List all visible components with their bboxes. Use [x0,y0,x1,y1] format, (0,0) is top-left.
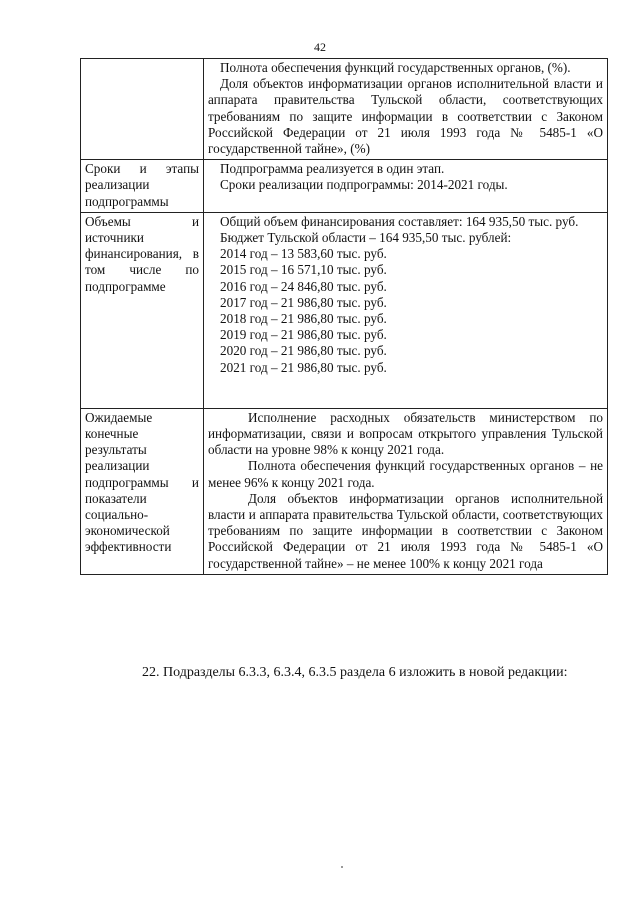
paragraph: Полнота обеспечения функций государственных органов, (%). [220,60,571,75]
page-number: 42 [314,40,326,54]
paragraph: Исполнение расходных обязательств министерством по информатизации, связи и вопросам открытого управления Тульской области на уровне 98% к концу 2021 года. [208,409,603,458]
passport-table [80,58,608,575]
year-line: 2014 год – 13 583,60 тыс. руб. [220,246,387,262]
year-line: 2016 год – 24 846,80 тыс. руб. [220,278,387,294]
year-line: 2017 год – 21 986,80 тыс. руб. [220,294,387,310]
paragraph: Доля объектов информатизации органов исполнительной власти и аппарата правительства Тульской области, соответствующих требованиям по защите информации в соответствии с Законом Российской Федерации от 21 июля 1993 года № 5485-1 «О государственной тайне» – не менее 100% к концу 2021 года [208,490,603,571]
paragraph: Подпрограмма реализуется в один этап. [220,161,445,177]
paragraph: Доля объектов информатизации органов исполнительной власти и аппарата правительства Тульской области, соответствующих требованиям по защите информации в соответствии с Законом Российской Федерации от 21 июля 1993 года № 5485-1 «О государственной тайне», (%) [208,76,603,157]
paragraph: Полнота обеспечения функций государственных органов – не менее 96% к концу 2021 года. [208,458,603,490]
paragraph: Сроки реализации подпрограммы: 2014-2021 годы. [220,177,508,193]
row-header: Объемы и источники финансирования, в том числе по подпрограмме [81,212,204,408]
table-row [81,212,608,408]
row-content [204,160,608,213]
year-line: 2019 год – 21 986,80 тыс. руб. [220,327,387,343]
row-content [204,212,608,408]
row-header [81,59,204,160]
table-row [81,160,608,213]
row-header: Сроки и этапы реализации подпрограммы [81,160,204,213]
row-content [204,59,608,160]
year-line: 2015 год – 16 571,10 тыс. руб. [220,262,387,278]
paragraph: Бюджет Тульской области – 164 935,50 тыс. рублей: [220,230,512,246]
row-header: Ожидаемые конечные результаты реализации подпрограммы и показатели социально-экономической эффективности [81,408,204,574]
row-content [204,408,608,574]
year-line: 2018 год – 21 986,80 тыс. руб. [220,311,387,327]
year-line: 2021 год – 21 986,80 тыс. руб. [220,359,387,375]
table-row [81,59,608,160]
table-row [81,408,608,574]
year-line: 2020 год – 21 986,80 тыс. руб. [220,343,387,359]
section-instruction: 22. Подразделы 6.3.3, 6.3.4, 6.3.5 раздела 6 изложить в новой редакции: [142,665,568,680]
paragraph: Общий объем финансирования составляет: 164 935,50 тыс. руб. [220,213,579,229]
scan-speck [341,866,343,868]
